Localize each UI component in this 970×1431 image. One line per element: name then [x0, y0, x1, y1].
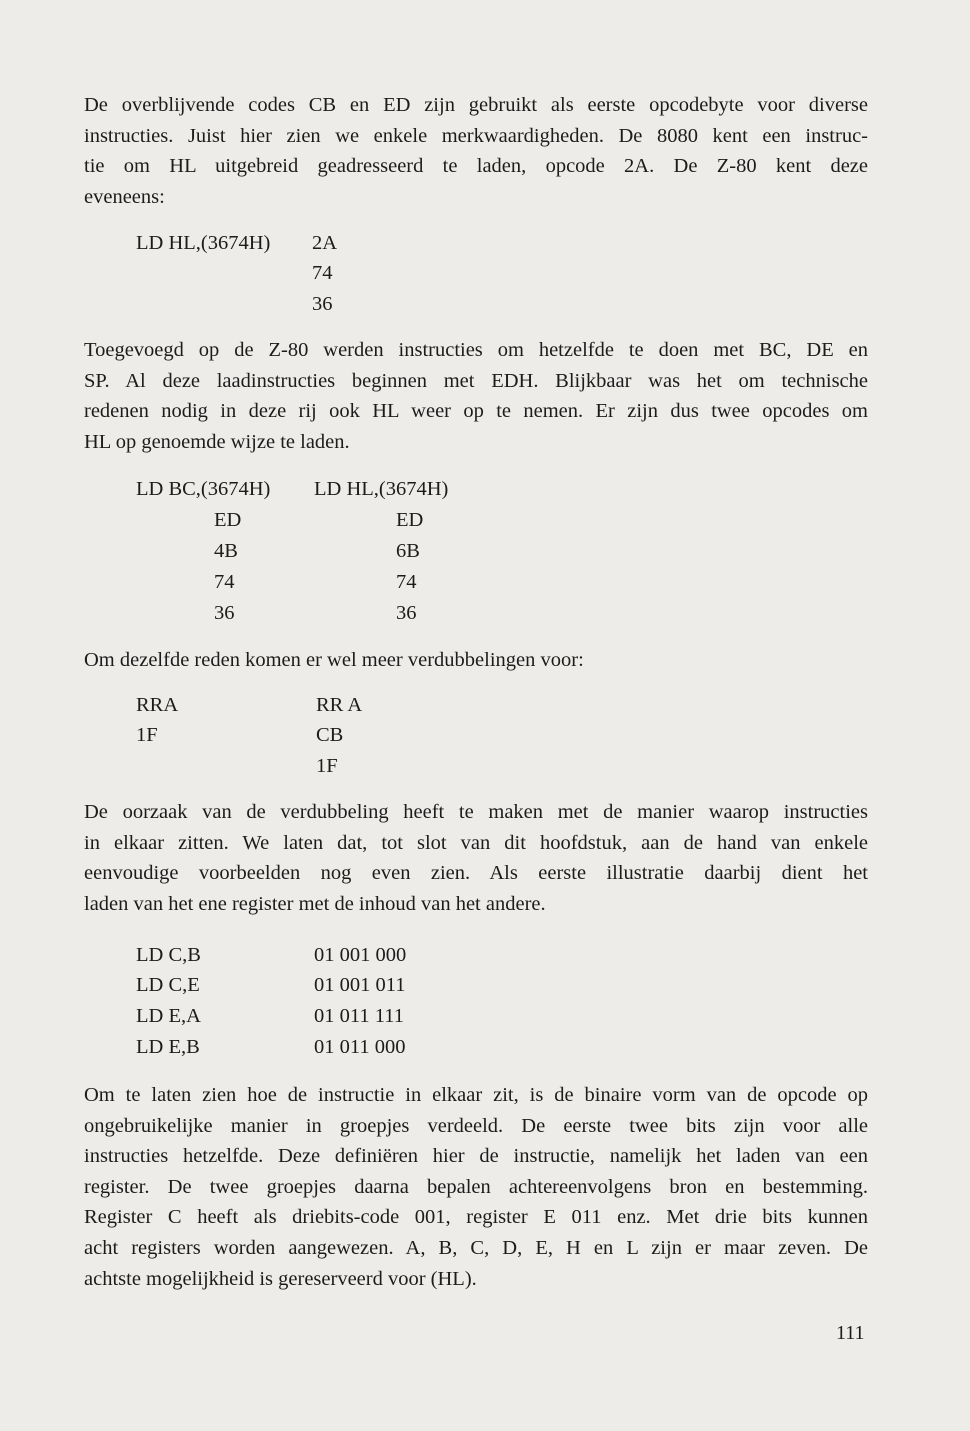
code-binary: 01 011 111 — [314, 1005, 404, 1027]
code-block-ld-hl — [136, 228, 436, 320]
code-instruction: LD C,B — [136, 944, 201, 966]
page-number: 111 — [836, 1322, 865, 1344]
paragraph-binaire-vorm — [84, 1080, 868, 1294]
code-byte: 1F — [136, 724, 158, 746]
paragraph-toegevoegd — [84, 335, 868, 457]
code-byte: ED — [214, 509, 242, 531]
text-line: achtste mogelijkheid is gereserveerd voor (HL). — [84, 1267, 477, 1290]
text-line: redenen nodig in deze rij ook HL weer op te nemen. Er zijn dus twee opcodes om — [84, 400, 868, 423]
code-byte: 1F — [316, 755, 338, 777]
text-line: instructies hetzelfde. Deze definiëren hier de instructie, namelijk het laden van een — [84, 1145, 868, 1168]
code-byte: CB — [316, 724, 344, 746]
code-instruction: LD E,B — [136, 1036, 200, 1058]
paragraph-verdubbelingen — [84, 645, 868, 676]
code-instruction: RRA — [136, 694, 179, 716]
code-binary: 01 011 000 — [314, 1036, 406, 1058]
code-instruction: RR A — [316, 694, 363, 716]
code-byte: 74 — [312, 262, 333, 284]
code-byte: 6B — [396, 540, 420, 562]
code-byte: ED — [396, 509, 424, 531]
code-instruction: LD BC,(3674H) — [136, 478, 271, 500]
code-byte: 36 — [396, 602, 417, 624]
text-line: in elkaar zitten. We laten dat, tot slot van dit hoofdstuk, aan de hand van enkele — [84, 831, 868, 854]
code-byte: 2A — [312, 232, 338, 254]
text-line: HL op genoemde wijze te laden. — [84, 430, 350, 453]
code-instruction: LD HL,(3674H) — [314, 478, 449, 500]
text-line: eveneens: — [84, 185, 165, 208]
text-line: acht registers worden aangewezen. A, B, C, D, E, H en L zijn er maar zeven. De — [84, 1236, 868, 1259]
code-binary: 01 001 000 — [314, 944, 407, 966]
text-line: Om dezelfde reden komen er wel meer verdubbelingen voor: — [84, 649, 584, 671]
text-line: tie om HL uitgebreid geadresseerd te laden, opcode 2A. De Z-80 kent deze — [84, 155, 868, 178]
code-instruction: LD HL,(3674H) — [136, 232, 271, 254]
paragraph-oorzaak — [84, 797, 868, 919]
text-line: laden van het ene register met de inhoud van het andere. — [84, 892, 546, 915]
text-line: ongebruikelijke manier in groepjes verdeeld. De eerste twee bits zijn voor alle — [84, 1114, 868, 1137]
code-byte: 36 — [214, 602, 235, 624]
paragraph-intro — [84, 90, 868, 212]
code-instruction: LD E,A — [136, 1005, 201, 1027]
text-line: De oorzaak van de verdubbeling heeft te maken met de manier waarop instructies — [84, 801, 868, 823]
text-line: Toegevoegd op de Z-80 werden instructies om hetzelfde te doen met BC, DE en — [84, 339, 868, 361]
code-byte: 74 — [396, 571, 417, 593]
code-binary: 01 001 011 — [314, 974, 406, 996]
text-line: Om te laten zien hoe de instructie in elkaar zit, is de binaire vorm van de opcode op — [84, 1084, 868, 1106]
code-instruction: LD C,E — [136, 974, 200, 996]
code-block-ld-registers — [136, 940, 456, 1064]
code-block-ld-bc-hl — [136, 474, 496, 629]
text-line: register. De twee groepjes daarna bepalen achtereenvolgens bron en bestemming. — [84, 1175, 868, 1198]
text-line: De overblijvende codes CB en ED zijn gebruikt als eerste opcodebyte voor diverse — [84, 94, 868, 116]
code-byte: 4B — [214, 540, 238, 562]
code-byte: 74 — [214, 571, 235, 593]
text-line: SP. Al deze laadinstructies beginnen met EDH. Blijkbaar was het om technische — [84, 369, 868, 392]
code-block-rra — [136, 690, 436, 782]
text-line: eenvoudige voorbeelden nog even zien. Als eerste illustratie daarbij dient het — [84, 862, 868, 885]
text-line: instructies. Juist hier zien we enkele merkwaardigheden. De 8080 kent een instruc- — [84, 124, 868, 147]
text-line: Register C heeft als driebits-code 001, register E 011 enz. Met drie bits kunnen — [84, 1206, 868, 1229]
code-byte: 36 — [312, 293, 333, 315]
